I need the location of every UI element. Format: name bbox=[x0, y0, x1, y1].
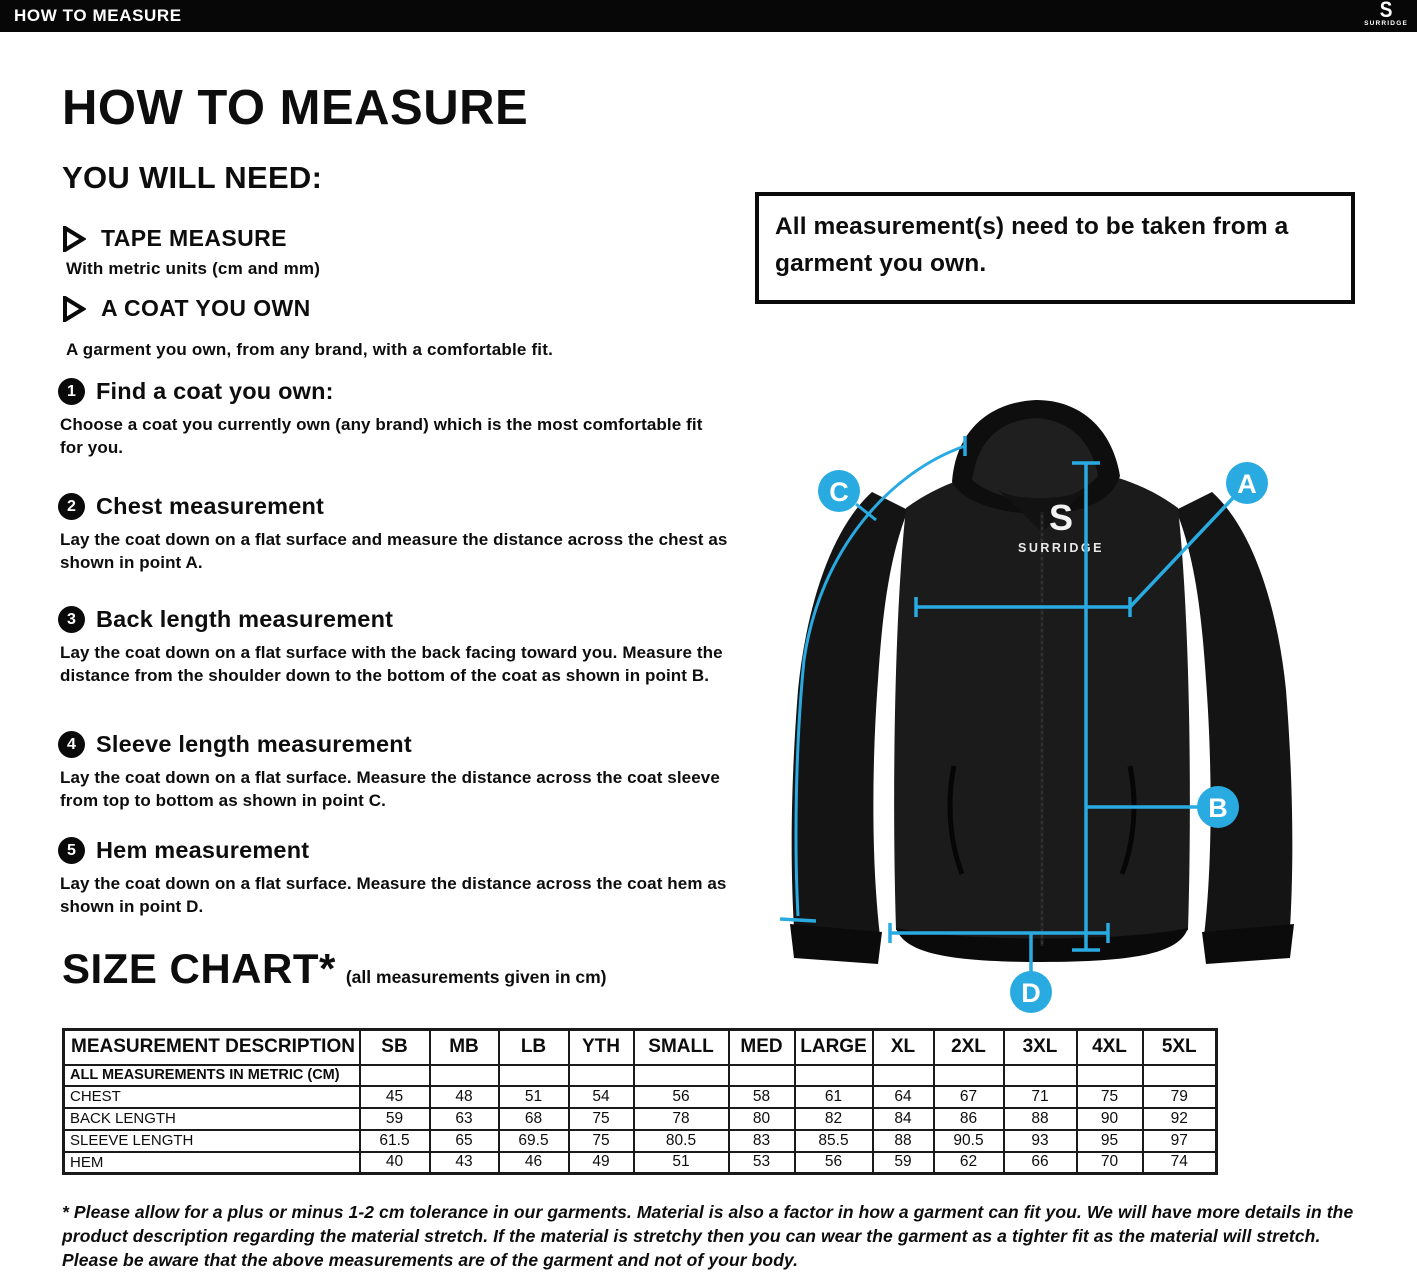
col-header: SMALL bbox=[634, 1030, 729, 1065]
step-2 bbox=[58, 493, 734, 574]
step-description: Lay the coat down on a flat surface. Measure the distance across the coat sleeve from top to bottom as shown in point C. bbox=[60, 768, 720, 810]
triangle-bullet-icon bbox=[62, 226, 86, 252]
jacket-logo-s-icon: S bbox=[1048, 497, 1074, 538]
step-title: Back length measurement bbox=[96, 606, 394, 632]
requirement-tape-measure-desc: With metric units (cm and mm) bbox=[66, 259, 321, 278]
step-number-badge: 3 bbox=[58, 606, 85, 633]
table-row-back-length: BACK LENGTH 59 63 68 75 78 80 82 84 86 88 90 92 bbox=[64, 1108, 1217, 1130]
metric-note-row bbox=[64, 1065, 1217, 1086]
requirement-tape-measure bbox=[62, 225, 287, 252]
step-title: Chest measurement bbox=[96, 493, 325, 519]
top-bar bbox=[0, 0, 1417, 32]
step-description: Lay the coat down on a flat surface and measure the distance across the chest as shown in point A. bbox=[60, 530, 728, 572]
col-header: YTH bbox=[569, 1030, 634, 1065]
surridge-logo bbox=[1364, 1, 1408, 28]
col-header: MB bbox=[430, 1030, 499, 1065]
row-label: SLEEVE LENGTH bbox=[64, 1130, 360, 1152]
col-header: 3XL bbox=[1004, 1030, 1077, 1065]
jacket-illustration bbox=[790, 400, 1294, 964]
requirement-coat-desc: A garment you own, from any brand, with a comfortable fit. bbox=[66, 340, 554, 359]
table-row-hem: HEM 40 43 46 49 51 53 56 59 62 66 70 74 bbox=[64, 1152, 1217, 1174]
step-1 bbox=[58, 378, 734, 459]
col-header: LARGE bbox=[795, 1030, 873, 1065]
size-chart-table bbox=[62, 1028, 1218, 1175]
point-b-label: B bbox=[1208, 793, 1228, 823]
step-description: Lay the coat down on a flat surface with the back facing toward you. Measure the distance from the shoulder down to the bottom of the coat as shown in point B. bbox=[60, 643, 723, 685]
metric-note: ALL MEASUREMENTS IN METRIC (CM) bbox=[64, 1065, 360, 1086]
requirement-label: A COAT YOU OWN bbox=[101, 295, 311, 321]
step-5 bbox=[58, 837, 734, 918]
measurement-notice-box: All measurement(s) need to be taken from a garment you own. bbox=[755, 192, 1355, 304]
step-number-badge: 1 bbox=[58, 378, 85, 405]
size-chart-subtitle: (all measurements given in cm) bbox=[345, 967, 607, 987]
size-chart-table-wrap bbox=[62, 1028, 1218, 1175]
col-header: LB bbox=[499, 1030, 569, 1065]
table-row-chest: CHEST 45 48 51 54 56 58 61 64 67 71 75 79 bbox=[64, 1086, 1217, 1108]
page-title: HOW TO MEASURE bbox=[62, 81, 529, 135]
col-header: SB bbox=[360, 1030, 430, 1065]
step-4 bbox=[58, 731, 734, 812]
col-header: MED bbox=[729, 1030, 795, 1065]
point-c-label: C bbox=[829, 477, 849, 507]
row-label: CHEST bbox=[64, 1086, 360, 1108]
triangle-bullet-icon bbox=[62, 296, 86, 322]
step-title: Find a coat you own: bbox=[96, 378, 334, 404]
row-label: HEM bbox=[64, 1152, 360, 1174]
top-bar-title: HOW TO MEASURE bbox=[14, 6, 182, 25]
step-number-badge: 5 bbox=[58, 837, 85, 864]
col-header: MEASUREMENT DESCRIPTION bbox=[64, 1030, 360, 1065]
col-header: 2XL bbox=[934, 1030, 1004, 1065]
size-chart-title: SIZE CHART* bbox=[62, 945, 336, 992]
step-number-badge: 4 bbox=[58, 731, 85, 758]
point-a-label: A bbox=[1237, 469, 1257, 499]
col-header: 5XL bbox=[1143, 1030, 1217, 1065]
step-3 bbox=[58, 606, 734, 687]
step-description: Lay the coat down on a flat surface. Measure the distance across the coat hem as shown in point D. bbox=[60, 874, 727, 916]
requirement-coat bbox=[62, 295, 311, 322]
step-description: Choose a coat you currently own (any brand) which is the most comfortable fit for you. bbox=[60, 415, 703, 457]
col-header: XL bbox=[873, 1030, 934, 1065]
step-title: Hem measurement bbox=[96, 837, 310, 863]
requirement-label: TAPE MEASURE bbox=[101, 225, 287, 251]
tolerance-footnote: * Please allow for a plus or minus 1-2 cm tolerance in our garments. Material is also a factor in how a garment can fit you. We will have more details in the product description regarding the material stretch. If the material is stretchy then you can wear the garment as a tighter fit as the material will stretch. Please be aware that the above measurements are of the garment and not of your body. bbox=[62, 1202, 1354, 1271]
jacket-logo-wordmark: SURRIDGE bbox=[1018, 541, 1104, 555]
step-number-badge: 2 bbox=[58, 493, 85, 520]
table-row-sleeve-length: SLEEVE LENGTH 61.5 65 69.5 75 80.5 83 85.5 88 90.5 93 95 97 bbox=[64, 1130, 1217, 1152]
surridge-wordmark: SURRIDGE bbox=[1364, 20, 1408, 27]
size-chart-heading bbox=[62, 945, 607, 992]
step-title: Sleeve length measurement bbox=[96, 731, 412, 757]
surridge-s-icon: S bbox=[1379, 0, 1393, 23]
col-header: 4XL bbox=[1077, 1030, 1143, 1065]
row-label: BACK LENGTH bbox=[64, 1108, 360, 1130]
point-d-label: D bbox=[1021, 978, 1041, 1008]
table-header-row bbox=[64, 1030, 1217, 1065]
you-will-need-heading: YOU WILL NEED: bbox=[62, 160, 323, 195]
jacket-measurement-diagram bbox=[760, 380, 1360, 1020]
